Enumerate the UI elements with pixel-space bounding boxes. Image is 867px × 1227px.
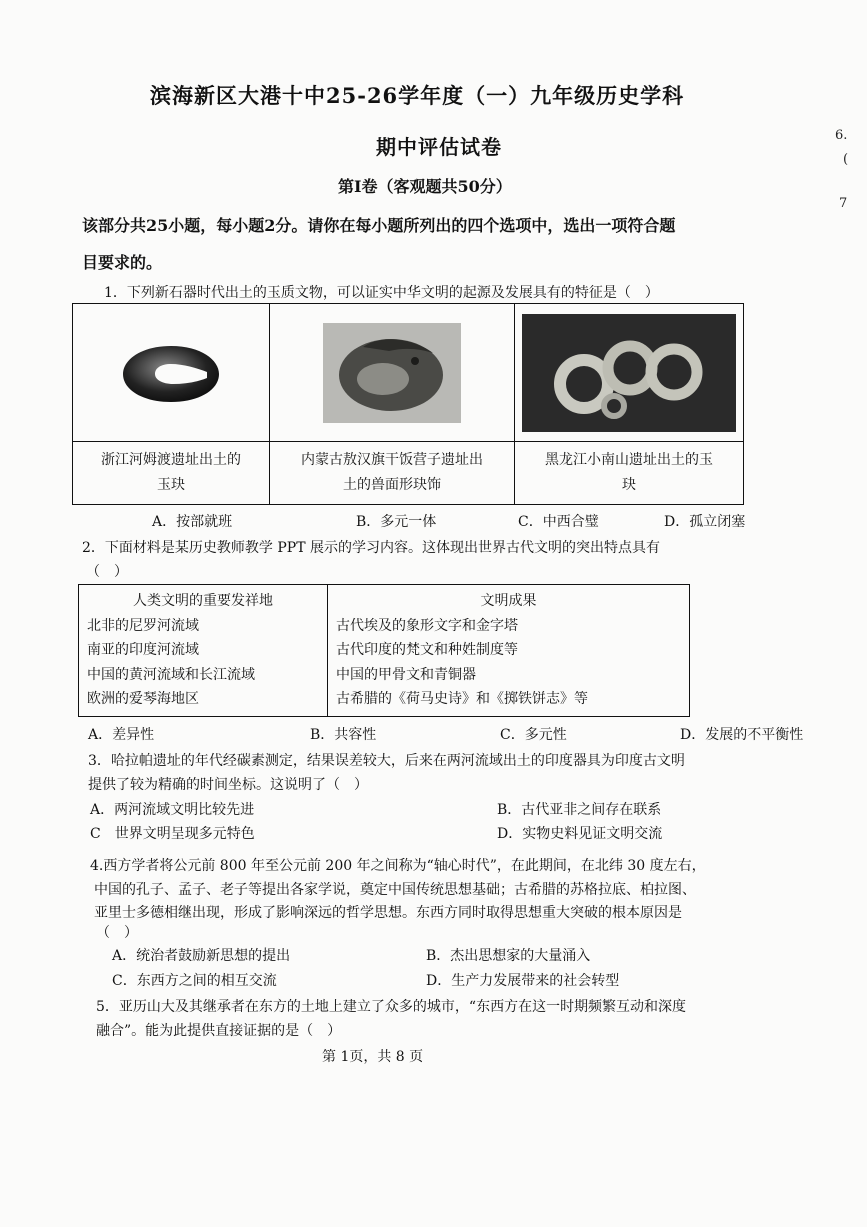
intro-text-line1: 该部分共25小题，每小题2分。请你在每小题所列出的四个选项中，选出一项符合题	[82, 216, 676, 235]
q4-option-d[interactable]: D．生产力发展带来的社会转型	[426, 973, 620, 989]
q1-option-d[interactable]: D．孤立闭塞	[664, 514, 746, 530]
page-footer: 第 1页，共 8 页	[322, 1049, 424, 1065]
q4-option-a[interactable]: A．统治者鼓励新思想的提出	[112, 948, 291, 964]
table-cell: 中国的甲骨文和青铜器	[336, 666, 476, 683]
jade-jue-hemudu-image	[73, 304, 270, 442]
q4-option-c[interactable]: C．东西方之间的相互交流	[112, 973, 277, 989]
q3-option-a[interactable]: A．两河流域文明比较先进	[90, 802, 255, 818]
edge-mark: 6.	[835, 128, 848, 143]
civilization-origins-column	[79, 585, 328, 717]
question-5-stem-line1: 5．亚历山大及其继承者在东方的土地上建立了众多的城市，“东西方在这一时期频繁互动和深度	[96, 999, 687, 1015]
exam-subtitle: 期中评估试卷	[376, 135, 502, 159]
q1-option-c[interactable]: C．中西合璧	[518, 514, 599, 530]
q4-option-b[interactable]: B．杰出思想家的大量涌入	[426, 948, 591, 964]
caption-line: 浙江河姆渡遗址出土的	[101, 452, 241, 468]
table-cell: 北非的尼罗河流域	[87, 617, 199, 634]
q3-option-b[interactable]: B．古代亚非之间存在联系	[497, 802, 662, 818]
question-3-stem-line2: 提供了较为精确的时间坐标。这说明了（ ）	[88, 777, 368, 793]
question-2-stem-line1: 2．下面材料是某历史教师教学 PPT 展示的学习内容。这体现出世界古代文明的突出特点具有	[82, 540, 660, 556]
table-cell: 欧洲的爱琴海地区	[87, 691, 199, 707]
section-heading: 第Ⅰ卷（客观题共50分）	[338, 177, 512, 196]
caption-xiaonanshan	[515, 442, 744, 505]
question-2-stem-line2: （ ）	[86, 564, 128, 580]
q1-option-a[interactable]: A．按部就班	[152, 514, 233, 530]
caption-line: 玉玦	[157, 477, 185, 493]
caption-line: 内蒙古敖汉旗干饭营子遗址出	[301, 452, 483, 468]
civilization-achievements-column	[328, 585, 690, 717]
q2-option-b[interactable]: B．共容性	[310, 727, 377, 743]
q2-option-c[interactable]: C．多元性	[500, 727, 567, 743]
caption-hemudu	[73, 442, 270, 505]
question-5-stem-line2: 融合”。能为此提供直接证据的是（ ）	[96, 1023, 342, 1039]
question-2-table	[78, 584, 690, 717]
q3-option-c[interactable]: C 世界文明呈现多元特色	[90, 826, 255, 842]
caption-aohan	[270, 442, 515, 505]
caption-line: 黑龙江小南山遗址出土的玉	[545, 452, 713, 468]
q2-option-d[interactable]: D．发展的不平衡性	[680, 727, 804, 743]
table-cell: 古代埃及的象形文字和金字塔	[336, 617, 518, 634]
question-1-table	[72, 303, 744, 505]
q3-option-d[interactable]: D．实物史料见证文明交流	[497, 826, 663, 842]
table-cell: 中国的黄河流域和长江流域	[87, 666, 255, 683]
jade-jue-xiaonanshan-image	[515, 304, 744, 442]
question-4-stem-line2: 中国的孔子、孟子、老子等提出各家学说，奠定中国传统思想基础；古希腊的苏格拉底、柏拉图、	[94, 882, 696, 898]
question-4-stem-line4: （ ）	[96, 925, 138, 941]
table-cell: 古代印度的梵文和种姓制度等	[336, 642, 518, 658]
question-4-stem-line3: 亚里士多德相继出现，形成了影响深远的哲学思想。东西方同时取得思想重大突破的根本原因是	[94, 905, 682, 921]
caption-line: 土的兽面形玦饰	[343, 477, 441, 493]
beast-face-jue-image	[270, 304, 515, 442]
table-header: 人类文明的重要发祥地	[133, 593, 273, 609]
q2-option-a[interactable]: A．差异性	[88, 727, 155, 743]
edge-mark: (	[843, 152, 849, 167]
intro-text-line2: 目要求的。	[82, 253, 163, 272]
question-4-stem-line1: 4.西方学者将公元前 800 年至公元前 200 年之间称为“轴心时代”，在此期间，在北纬 30 度左右，	[90, 858, 706, 874]
table-cell: 古希腊的《荷马史诗》和《掷铁饼志》等	[336, 691, 588, 707]
q1-option-b[interactable]: B．多元一体	[356, 514, 437, 530]
question-3-stem-line1: 3．哈拉帕遗址的年代经碳素测定，结果误差较大，后来在两河流域出土的印度器具为印度古文明	[88, 753, 685, 769]
table-cell: 南亚的印度河流域	[87, 642, 199, 658]
edge-mark: 7	[839, 196, 848, 211]
caption-line: 玦	[622, 477, 636, 493]
table-header: 文明成果	[480, 593, 537, 609]
question-1-stem: 1．下列新石器时代出土的玉质文物，可以证实中华文明的起源及发展具有的特征是（ ）	[104, 285, 659, 301]
exam-title: 滨海新区大港十中25-26学年度（一）九年级历史学科	[150, 83, 685, 108]
